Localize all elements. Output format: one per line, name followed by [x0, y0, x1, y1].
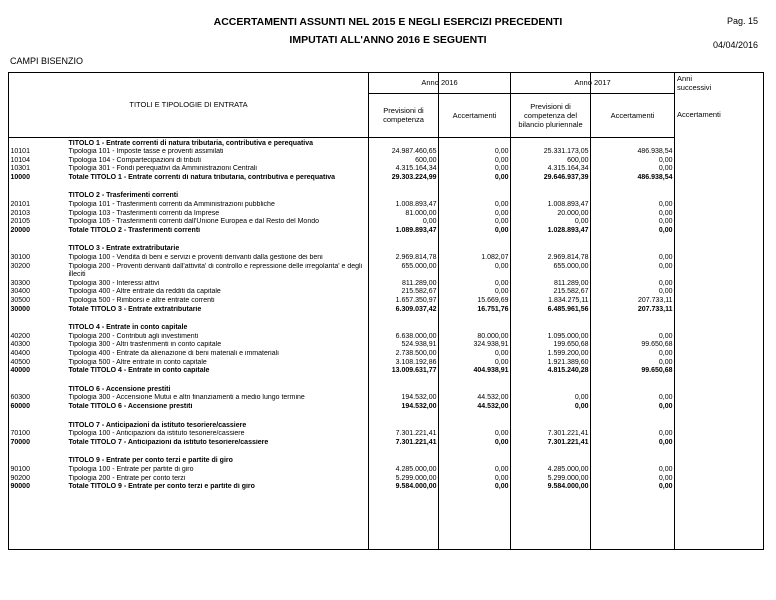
cell-previsioni-2016: 1.008.893,47	[395, 201, 437, 209]
table-row	[9, 210, 765, 219]
cell-previsioni-2016: 7.301.221,41	[395, 430, 437, 438]
row-code: 20101	[10, 201, 30, 209]
cell-previsioni-2016	[369, 322, 439, 333]
cell-accertamenti-2016: 0,00	[494, 465, 509, 473]
title-row	[9, 190, 765, 201]
spacer-row	[9, 447, 765, 455]
report-title-line1: ACCERTAMENTI ASSUNTI NEL 2015 E NEGLI ESERCIZI PRECEDENTI	[213, 16, 563, 28]
title-row	[9, 243, 765, 254]
cell-accertamenti-2016: 15.669,69	[477, 297, 509, 304]
row-code: 30100	[10, 254, 30, 262]
cell-previsioni-2016: 600,00	[415, 156, 437, 164]
row-code: 10301	[10, 165, 30, 173]
row-description: Totale TITOLO 4 - Entrate in conto capitale	[68, 367, 210, 375]
table-row	[9, 288, 765, 297]
table-row	[9, 157, 765, 166]
row-description: TITOLO 9 - Entrate per conto terzi e partite di giro	[68, 457, 233, 465]
cell-accertamenti-2017: 0,00	[658, 474, 673, 482]
cell-accertamenti-2017	[591, 420, 675, 431]
cell-previsioni-2016: 811.289,00	[401, 279, 437, 287]
row-code: 90200	[10, 474, 30, 482]
table-row	[9, 218, 765, 227]
row-code: 90100	[10, 465, 30, 473]
row-description: Tipologia 300 - Accensione Mutui e altri finanziamenti a medio lungo termine	[68, 394, 305, 402]
row-description: Tipologia 200 - Entrate per conto terzi	[68, 474, 186, 482]
cell-previsioni-2017: 2.969.814,78	[547, 254, 589, 262]
cell-accertamenti-2016	[439, 384, 511, 395]
cell-previsioni-2017	[511, 420, 591, 431]
column-separator	[590, 72, 591, 550]
row-code	[9, 384, 67, 395]
cell-previsioni-2016: 194.532,00	[401, 394, 437, 402]
cell-accertamenti-2016: 0,00	[494, 148, 509, 156]
row-code: 20105	[10, 218, 30, 226]
cell-previsioni-2017: 29.646.937,39	[543, 173, 589, 181]
table-row	[9, 466, 765, 475]
column-separator	[368, 72, 369, 550]
table-row	[9, 280, 765, 289]
row-code	[9, 420, 67, 431]
cell-previsioni-2016: 524.938,91	[401, 341, 437, 349]
cell-previsioni-2016: 81.000,00	[405, 209, 437, 217]
cell-accertamenti-2016	[439, 322, 511, 333]
cell-previsioni-2016: 1.657.350,97	[395, 297, 437, 304]
spacer-cell	[9, 235, 765, 243]
cell-previsioni-2017	[511, 455, 591, 466]
row-description: Tipologia 101 - Trasferimenti correnti da Amministrazioni pubbliche	[68, 201, 275, 209]
table-row	[9, 359, 765, 368]
row-code	[9, 190, 67, 201]
cell-previsioni-2016	[369, 137, 439, 148]
table-row	[9, 430, 765, 439]
cell-accertamenti-2017: 0,00	[658, 332, 673, 340]
cell-accertamenti-2017	[591, 137, 675, 148]
cell-previsioni-2016: 1.089.893,47	[395, 226, 437, 234]
row-description: Tipologia 104 - Compartecipazioni di tributi	[68, 156, 201, 164]
cell-previsioni-2017: 4.285.000,00	[547, 465, 589, 473]
row-code: 20000	[10, 226, 30, 234]
cell-accertamenti-2016: 0,00	[494, 218, 509, 226]
cell-accertamenti-2016: 0,00	[494, 173, 509, 181]
row-description: Totale TITOLO 1 - Entrate correnti di natura tributaria, contributiva e perequativa	[68, 173, 336, 181]
cell-previsioni-2016: 6.309.037,42	[395, 305, 437, 313]
cell-accertamenti-2016: 44.532,00	[477, 394, 509, 402]
cell-accertamenti-2017: 99.650,68	[641, 341, 673, 349]
cell-accertamenti-2017: 207.733,11	[637, 305, 673, 313]
row-description: Tipologia 200 - Proventi derivanti dall'attivita' di controllo e repressione delle irregolarita' e degli illeciti	[68, 262, 363, 279]
row-description: TITOLO 2 - Trasferimenti correnti	[68, 192, 179, 200]
cell-accertamenti-2016: 44.532,00	[477, 402, 509, 410]
cell-accertamenti-2016: 0,00	[494, 165, 509, 173]
row-description: Tipologia 200 - Contributi agli investimenti	[68, 332, 199, 340]
cell-accertamenti-2017: 0,00	[658, 438, 673, 446]
row-code: 60300	[10, 394, 30, 402]
cell-previsioni-2017: 600,00	[567, 156, 589, 164]
cell-previsioni-2017: 1.599.200,00	[547, 349, 589, 357]
row-description: TITOLO 4 - Entrate in conto capitale	[68, 324, 188, 332]
cell-accertamenti-2016	[439, 455, 511, 466]
table-row	[9, 350, 765, 359]
header-previsioni-2017: Previsioni di competenza del bilancio pluriennale	[511, 93, 591, 137]
spacer-cell	[9, 376, 765, 384]
cell-previsioni-2016: 2.738.500,00	[395, 349, 437, 357]
cell-accertamenti-2016: 0,00	[494, 358, 509, 366]
total-row	[9, 367, 765, 376]
cell-previsioni-2016: 9.584.000,00	[395, 483, 437, 491]
entity-name: CAMPI BISENZIO	[10, 56, 84, 66]
total-row	[9, 403, 765, 412]
report-date: 04/04/2016	[712, 40, 758, 50]
row-description: Tipologia 300 - Altri trasferimenti in conto capitale	[68, 341, 222, 349]
cell-accertamenti-2017: 0,00	[658, 209, 673, 217]
cell-accertamenti-2016: 0,00	[494, 279, 509, 287]
row-code: 90000	[10, 483, 30, 491]
table-row	[9, 394, 765, 403]
cell-accertamenti-2016: 0,00	[494, 474, 509, 482]
row-code: 30300	[10, 279, 30, 287]
cell-accertamenti-2016: 0,00	[494, 156, 509, 164]
row-description: Tipologia 400 - Entrate da alienazione di beni materiali e immateriali	[68, 349, 279, 357]
cell-previsioni-2016: 215.582,67	[401, 288, 437, 296]
row-description: Totale TITOLO 2 - Trasferimenti correnti	[68, 226, 201, 234]
cell-accertamenti-2017	[591, 384, 675, 395]
cell-previsioni-2017: 7.301.221,41	[547, 430, 589, 438]
spacer-cell	[9, 314, 765, 322]
column-separator	[438, 72, 439, 550]
row-code	[9, 455, 67, 466]
spacer-cell	[9, 182, 765, 190]
row-code: 10104	[10, 156, 30, 164]
cell-accertamenti-2017	[591, 190, 675, 201]
table-row	[9, 475, 765, 484]
row-code: 30400	[10, 288, 30, 296]
cell-previsioni-2017: 811.289,00	[554, 279, 589, 287]
cell-previsioni-2017: 6.485.961,56	[547, 305, 589, 313]
cell-accertamenti-2017	[591, 243, 675, 254]
title-row	[9, 384, 765, 395]
cell-previsioni-2017	[511, 384, 591, 395]
row-code: 40000	[10, 367, 30, 375]
table-row	[9, 333, 765, 342]
cell-accertamenti-2017	[591, 455, 675, 466]
cell-accertamenti-2016: 80.000,00	[477, 332, 509, 340]
cell-previsioni-2016: 6.638.000,00	[395, 332, 437, 340]
cell-previsioni-2017: 0,00	[574, 402, 589, 410]
row-code: 40200	[10, 332, 30, 340]
spacer-row	[9, 235, 765, 243]
row-code	[9, 243, 67, 254]
table-row	[9, 263, 765, 280]
cell-accertamenti-2016: 0,00	[494, 288, 509, 296]
cell-accertamenti-2017: 207.733,11	[638, 297, 673, 304]
total-row	[9, 483, 765, 492]
cell-previsioni-2016: 7.301.221,41	[395, 438, 437, 446]
header-accertamenti-2016: Accertamenti	[439, 93, 511, 137]
row-description: Tipologia 100 - Entrate per partite di giro	[68, 465, 194, 473]
cell-previsioni-2017: 4.315.164,34	[547, 165, 589, 173]
header-accertamenti-2017: Accertamenti	[591, 93, 675, 137]
row-code	[9, 137, 67, 148]
row-code	[9, 322, 67, 333]
total-row	[9, 306, 765, 315]
cell-previsioni-2016	[369, 384, 439, 395]
row-description: Tipologia 105 - Trasferimenti correnti dall'Unione Europea e dal Resto del Mondo	[68, 218, 319, 226]
cell-previsioni-2016: 655.000,00	[401, 262, 437, 270]
row-code: 40500	[10, 358, 30, 366]
cell-accertamenti-2016: 16.751,76	[477, 305, 509, 313]
cell-accertamenti-2016: 0,00	[494, 438, 509, 446]
cell-accertamenti-2017: 0,00	[658, 201, 673, 209]
cell-previsioni-2016: 24.987.460,65	[391, 148, 437, 156]
cell-previsioni-2017: 1.008.893,47	[547, 201, 589, 209]
page-number: Pag. 15	[726, 16, 758, 26]
cell-previsioni-2016: 2.969.814,78	[395, 254, 437, 262]
header-anno-2017: Anno 2017	[511, 73, 675, 94]
row-code: 40400	[10, 349, 30, 357]
row-description: Tipologia 101 - Imposte tasse e proventi assimilati	[68, 148, 224, 156]
title-row	[9, 137, 765, 148]
cell-accertamenti-2017: 0,00	[658, 156, 673, 164]
title-row	[9, 420, 765, 431]
header-anno-2016: Anno 2016	[369, 73, 511, 94]
cell-accertamenti-2017: 0,00	[658, 262, 673, 270]
cell-previsioni-2017: 20.000,00	[557, 209, 589, 217]
cell-accertamenti-2016: 1.082,07	[481, 254, 509, 262]
row-code: 60000	[10, 402, 30, 410]
title-row	[9, 322, 765, 333]
cell-accertamenti-2016	[439, 243, 511, 254]
cell-previsioni-2017: 1.095.000,00	[547, 332, 589, 340]
cell-accertamenti-2017: 0,00	[658, 483, 673, 491]
cell-accertamenti-2016: 0,00	[494, 209, 509, 217]
row-description: Tipologia 300 - Interessi attivi	[68, 279, 160, 287]
cell-previsioni-2016: 13.009.631,77	[391, 367, 437, 375]
cell-previsioni-2017: 199.650,68	[553, 341, 589, 349]
cell-previsioni-2016: 5.299.000,00	[395, 474, 437, 482]
cell-previsioni-2016	[369, 243, 439, 254]
cell-previsioni-2016: 29.303.224,99	[391, 173, 437, 181]
cell-previsioni-2017: 215.582,67	[553, 288, 589, 296]
spacer-row	[9, 314, 765, 322]
cell-accertamenti-2017: 486.938,54	[637, 173, 673, 181]
row-code: 10000	[10, 173, 30, 181]
spacer-cell	[9, 447, 765, 455]
total-row	[9, 439, 765, 448]
cell-previsioni-2017: 0,00	[574, 394, 589, 402]
spacer-cell	[9, 412, 765, 420]
cell-previsioni-2017: 7.301.221,41	[547, 438, 589, 446]
cell-accertamenti-2017: 0,00	[658, 430, 673, 438]
cell-accertamenti-2017: 0,00	[658, 226, 673, 234]
cell-previsioni-2016	[369, 455, 439, 466]
table-row	[9, 201, 765, 210]
table-row	[9, 254, 765, 263]
row-description: Tipologia 100 - Vendita di beni e servizi e proventi derivanti dalla gestione dei beni	[68, 254, 323, 262]
row-code: 70000	[10, 438, 30, 446]
cell-accertamenti-2016	[439, 420, 511, 431]
cell-accertamenti-2016: 0,00	[494, 262, 509, 270]
cell-accertamenti-2016	[439, 137, 511, 148]
row-description: Totale TITOLO 7 - Anticipazioni da istituto tesoriere/cassiere	[68, 438, 269, 446]
cell-accertamenti-2016: 324.938,91	[473, 341, 509, 349]
cell-previsioni-2016	[369, 190, 439, 201]
total-row	[9, 174, 765, 183]
report-title-line2: IMPUTATI ALL'ANNO 2016 E SEGUENTI	[289, 34, 487, 46]
cell-previsioni-2016: 4.315.164,34	[395, 165, 437, 173]
cell-previsioni-2016	[369, 420, 439, 431]
total-row	[9, 227, 765, 236]
column-separator	[674, 72, 675, 550]
cell-accertamenti-2017: 0,00	[658, 279, 673, 287]
row-description: Tipologia 500 - Altre entrate in conto capitale	[68, 358, 207, 366]
cell-previsioni-2017: 0,00	[574, 218, 589, 226]
row-description: Tipologia 103 - Trasferimenti correnti da Imprese	[68, 209, 220, 217]
spacer-row	[9, 182, 765, 190]
cell-accertamenti-2017: 0,00	[658, 254, 673, 262]
revenue-table: TITOLI E TIPOLOGIE DI ENTRATA Anno 2016 Anno 2017 Anni successivi Previsioni di competenza Accertamenti Previsioni di competenza del bilancio pluriennale Accertamenti Accertamenti TITOLO 1 - Entrate correnti di natura tributaria, contributiva e perequativa 10101 Tipologia 101 - Imposte tasse e proventi assimilati 24.987.460,65 0,00 25.331.173,05 486.938,54 10104 Tipologia 104 - Compartecipazioni di tributi 600,00 0,00 600,00 0,00 10301 Tipologia 301 - Fondi perequativi da Amministrazioni Centrali 4.315.164,34 0,00 4.315.164,34 0,00 10000 Totale TITOLO 1 - Entrate correnti di natura tributaria, contributiva e perequativa 29.303.224,99 0,00 29.646.937,39 486.938,54 TITOLO 2 - Trasferimenti correnti 20101 Tipologia 101 - Trasferimenti correnti da Amministrazioni pubbliche 1.008.893,47 0,00 1.008.893,47 0,00 20103 Tipologia 103 - Trasferimenti correnti da Imprese 81.000,00 0,00 20.000,00 0,00 20105 Tipologia 105 - Trasferimenti correnti dall'Unione Europea e dal Resto del Mondo 0,00 0,00 0,00 0,00 20000 Totale TITOLO 2 - Trasferimenti correnti 1.089.893,47 0,00 1.028.893,47 0,00 TITOLO 3 - Entrate extratributarie 30100 Tipologia 100 - Vendita di beni e servizi e proventi derivanti dalla gestione dei beni 2.969.814,78 1.082,07 2.969.814,78 0,00 30200 Tipologia 200 - Proventi derivanti dall'attivita' di controllo e repressione delle irregolarita' e degli illeciti 655.000,00 0,00 655.000,00 0,00 30300 Tipologia 300 - Interessi attivi 811.289,00 0,00 811.289,00 0,00 30400 Tipologia 400 - Altre entrate da redditi da capitale 215.582,67 0,00 215.582,67 0,00 30500 Tipologia 500 - Rimborsi e altre entrate correnti 1.657.350,97 15.669,69 1.834.275,11 207.733,11 30000 Totale TITOLO 3 - Entrate extratributarie 6.309.037,42 16.751,76 6.485.961,56 207.733,11 TITOLO 4 - Entrate in conto capitale 40200 Tipologia 200 - Contributi agli investimenti 6.638.000,00 80.000,00 1.095.000,00 0,00 40300 Tipologia 300 - Altri trasferimenti in conto capitale 524.938,91 324.938,91 199.650,68 99.650,68 40400 Tipologia 400 - Entrate da alienazione di beni materiali e immateriali 2.738.500,00 0,00 1.599.200,00 0,00 40500 Tipologia 500 - Altre entrate in conto capitale 3.108.192,86 0,00 1.921.389,60 0,00 40000 Totale TITOLO 4 - Entrate in conto capitale 13.009.631,77 404.938,91 4.815.240,28 99.650,68 TITOLO 6 - Accensione prestiti 60300 Tipologia 300 - Accensione Mutui e altri finanziamenti a medio lungo termine 194.532,00 44.532,00 0,00 0,00 60000 Totale TITOLO 6 - Accensione prestiti 194.532,00 44.532,00 0,00 0,00 TITOLO 7 - Anticipazioni da istituto tesoriere/cassiere 70100 Tipologia 100 - Anticipazioni da istituto tesoriere/cassiere 7.301.221,41 0,00 7.301.221,41 0,00 70000 Totale TITOLO 7 - Anticipazioni da istituto tesoriere/cassiere 7.301.221,41 0,00 7.301.221,41 0,00 TITOLO 9 - Entrate per conto terzi e partite di giro 90100 Tipologia 100 - Entrate per partite di giro 4.285.000,00 0,00 4.285.000,00 0,00 90200 Tipologia 200 - Entrate per conto terzi 5.299.000,00 0,00 5.299.000,00 0,00 90000 Totale TITOLO 9 - Entrate per conto terzi e partite di giro 9.584.000,00 0,00 9.584.000,00 0,00	[8, 72, 765, 492]
table-row	[9, 297, 765, 306]
row-code: 70100	[10, 430, 30, 438]
row-description: Totale TITOLO 6 - Accensione prestiti	[68, 402, 193, 410]
cell-accertamenti-2017: 0,00	[658, 394, 673, 402]
row-description: TITOLO 7 - Anticipazioni da istituto tesoriere/cassiere	[68, 421, 247, 429]
spacer-row	[9, 412, 765, 420]
cell-previsioni-2017: 1.834.275,11	[548, 297, 589, 304]
spacer-row	[9, 376, 765, 384]
cell-accertamenti-2016: 0,00	[494, 430, 509, 438]
row-description: Tipologia 400 - Altre entrate da redditi da capitale	[68, 288, 221, 296]
cell-previsioni-2017: 655.000,00	[553, 262, 589, 270]
row-description: Tipologia 301 - Fondi perequativi da Amministrazioni Centrali	[68, 165, 257, 173]
cell-previsioni-2017: 4.815.240,28	[547, 367, 589, 375]
cell-previsioni-2017: 1.921.389,60	[547, 358, 589, 366]
table-row	[9, 341, 765, 350]
row-description: TITOLO 6 - Accensione prestiti	[68, 385, 171, 393]
cell-accertamenti-2017	[591, 322, 675, 333]
row-description: Totale TITOLO 9 - Entrate per conto terzi e partite di giro	[68, 483, 255, 491]
cell-accertamenti-2016: 404.938,91	[473, 367, 509, 375]
cell-previsioni-2017	[511, 322, 591, 333]
row-code: 30200	[10, 262, 30, 270]
cell-previsioni-2016: 3.108.192,86	[395, 358, 437, 366]
cell-previsioni-2017	[511, 137, 591, 148]
cell-accertamenti-2016	[439, 190, 511, 201]
row-code: 10101	[10, 148, 30, 156]
cell-previsioni-2017	[511, 243, 591, 254]
cell-previsioni-2017: 25.331.173,05	[543, 148, 589, 156]
cell-previsioni-2017: 1.028.893,47	[547, 226, 589, 234]
cell-accertamenti-2017: 0,00	[658, 349, 673, 357]
cell-previsioni-2017: 5.299.000,00	[547, 474, 589, 482]
cell-previsioni-2017	[511, 190, 591, 201]
table-row	[9, 148, 765, 157]
cell-accertamenti-2016: 0,00	[494, 201, 509, 209]
cell-previsioni-2016: 4.285.000,00	[395, 465, 437, 473]
cell-accertamenti-2017: 0,00	[658, 218, 673, 226]
table-row	[9, 165, 765, 174]
header-previsioni-2016: Previsioni di competenza	[369, 93, 439, 137]
header-titoli: TITOLI E TIPOLOGIE DI ENTRATA	[9, 73, 369, 138]
cell-accertamenti-2016: 0,00	[494, 483, 509, 491]
cell-accertamenti-2017: 99.650,68	[641, 367, 673, 375]
cell-previsioni-2017: 9.584.000,00	[547, 483, 589, 491]
cell-accertamenti-2017: 0,00	[658, 358, 673, 366]
row-description: TITOLO 3 - Entrate extratributarie	[68, 245, 180, 253]
cell-accertamenti-2016: 0,00	[494, 349, 509, 357]
cell-accertamenti-2017: 0,00	[658, 165, 673, 173]
row-code: 40300	[10, 341, 30, 349]
cell-accertamenti-2017: 0,00	[658, 288, 673, 296]
cell-accertamenti-2017: 0,00	[658, 402, 673, 410]
cell-accertamenti-2016: 0,00	[494, 226, 509, 234]
cell-previsioni-2016: 194.532,00	[401, 402, 437, 410]
row-code: 30000	[10, 305, 30, 313]
row-description: TITOLO 1 - Entrate correnti di natura tributaria, contributiva e perequativa	[68, 139, 314, 147]
title-row	[9, 455, 765, 466]
row-description: Totale TITOLO 3 - Entrate extratributarie	[68, 305, 202, 313]
row-description: Tipologia 100 - Anticipazioni da istituto tesoriere/cassiere	[68, 430, 245, 438]
cell-previsioni-2016: 0,00	[422, 218, 437, 226]
cell-accertamenti-2017: 0,00	[658, 465, 673, 473]
cell-accertamenti-2017: 486.938,54	[637, 148, 673, 156]
row-code: 30500	[10, 297, 30, 304]
column-separator	[510, 72, 511, 550]
row-description: Tipologia 500 - Rimborsi e altre entrate correnti	[68, 297, 215, 304]
row-code: 20103	[10, 209, 30, 217]
